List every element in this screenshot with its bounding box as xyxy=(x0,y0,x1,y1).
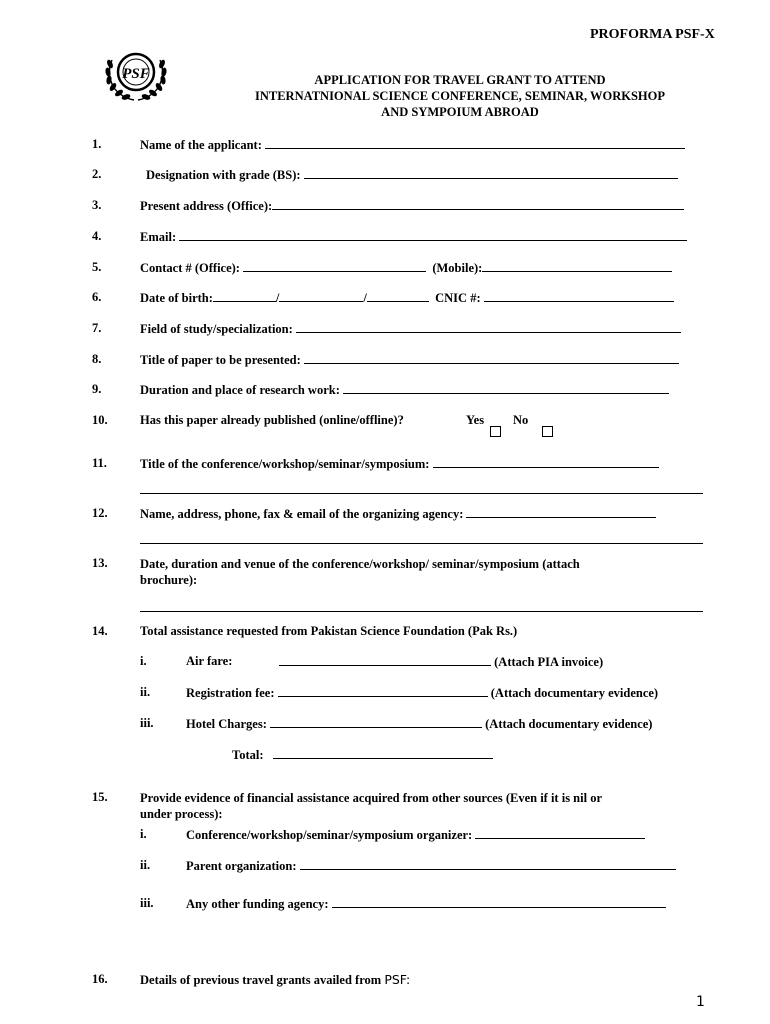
dob-year-field[interactable] xyxy=(367,290,429,302)
venue-label xyxy=(140,556,580,588)
published-question: Has this paper already published (online/offline)? xyxy=(140,413,404,427)
item-number: 15. xyxy=(92,790,108,804)
venue-label-line-2: brochure): xyxy=(140,573,198,587)
organizing-agency-field-line-2[interactable] xyxy=(140,532,703,544)
air-fare-note: (Attach PIA invoice) xyxy=(494,655,604,669)
organizing-agency-label: Name, address, phone, fax & email of the organizing agency: xyxy=(140,507,464,521)
cnic-field[interactable] xyxy=(484,290,674,302)
item-number: 13. xyxy=(92,556,108,570)
page-number: 1 xyxy=(696,994,705,1010)
item-number: 10. xyxy=(92,413,108,427)
registration-fee-label: Registration fee: xyxy=(186,686,275,700)
applicant-name-label: Name of the applicant: xyxy=(140,138,262,152)
item-3-row xyxy=(140,198,684,214)
other-funding-label: Any other funding agency: xyxy=(186,897,329,911)
mobile-field[interactable] xyxy=(482,260,672,272)
field-of-study-field[interactable] xyxy=(296,321,681,333)
paper-title-label: Title of paper to be presented: xyxy=(140,353,301,367)
hotel-charges-row xyxy=(186,716,652,732)
dob-month-field[interactable] xyxy=(279,290,363,302)
item-number: 6. xyxy=(92,290,102,304)
applicant-name-field[interactable] xyxy=(265,137,685,149)
dob-separator: / xyxy=(275,291,280,305)
sub-item-number: iii. xyxy=(140,896,154,910)
other-sources-label xyxy=(140,790,602,822)
total-row xyxy=(232,747,493,763)
dob-label: Date of birth: xyxy=(140,291,213,305)
item-8-row xyxy=(140,352,679,368)
dob-day-field[interactable] xyxy=(213,290,276,302)
item-6-row xyxy=(140,290,674,306)
sub-item-number: ii. xyxy=(140,685,151,699)
item-number: 11. xyxy=(92,456,107,470)
title-line-3: AND SYMPOIUM ABROAD xyxy=(381,105,539,119)
other-sources-label-line-2: under process): xyxy=(140,807,223,821)
item-4-row xyxy=(140,229,687,245)
mobile-label: (Mobile): xyxy=(432,261,483,275)
air-fare-field[interactable] xyxy=(279,654,491,666)
venue-field[interactable] xyxy=(140,600,703,612)
parent-organization-label: Parent organization: xyxy=(186,859,297,873)
item-number: 12. xyxy=(92,506,108,520)
air-fare-label: Air fare: xyxy=(186,654,233,668)
conference-title-field-line-2[interactable] xyxy=(140,482,703,494)
item-number: 1. xyxy=(92,137,102,151)
sub-item-number: iii. xyxy=(140,716,154,730)
dob-separator: / xyxy=(363,291,367,305)
office-address-label: Present address (Office): xyxy=(140,199,273,213)
designation-field[interactable] xyxy=(304,167,678,179)
item-number: 7. xyxy=(92,321,102,335)
item-9-row xyxy=(140,382,669,398)
item-11-continuation xyxy=(140,482,703,498)
hotel-charges-note: (Attach documentary evidence) xyxy=(485,717,653,731)
conference-title-field[interactable] xyxy=(433,456,659,468)
registration-fee-row xyxy=(186,685,658,701)
registration-fee-note: (Attach documentary evidence) xyxy=(490,686,659,700)
designation-label: Designation with grade (BS): xyxy=(146,168,301,182)
previous-grants-label: Details of previous travel grants availed from xyxy=(140,973,382,987)
research-duration-field[interactable] xyxy=(343,382,669,394)
title-line-2: INTERNATNIONAL SCIENCE CONFERENCE, SEMINAR, WORKSHOP xyxy=(254,89,666,103)
previous-grants-psf: PSF: xyxy=(384,972,411,987)
email-label: Email: xyxy=(140,230,177,244)
form-title xyxy=(200,72,720,120)
research-duration-label: Duration and place of research work: xyxy=(140,383,340,397)
conference-title-label: Title of the conference/workshop/seminar/symposium: xyxy=(140,457,430,471)
svg-text:PSF: PSF xyxy=(122,66,150,82)
hotel-charges-label: Hotel Charges: xyxy=(186,717,267,731)
sub-item-number: ii. xyxy=(140,858,151,872)
registration-fee-field[interactable] xyxy=(278,685,488,697)
parent-organization-row xyxy=(186,858,676,874)
item-1-row xyxy=(140,137,685,153)
total-label: Total: xyxy=(232,748,264,762)
yes-label: Yes xyxy=(466,413,485,427)
air-fare-row xyxy=(279,654,603,670)
item-11-row xyxy=(140,456,659,472)
other-funding-row xyxy=(186,896,666,912)
cnic-label: CNIC #: xyxy=(435,291,481,305)
organizing-agency-field[interactable] xyxy=(466,506,656,518)
item-number: 9. xyxy=(92,382,102,396)
sub-item-number: i. xyxy=(140,827,147,841)
previous-grants-row xyxy=(140,972,410,988)
paper-title-field[interactable] xyxy=(304,352,679,364)
psf-logo-icon xyxy=(100,40,172,108)
sub-item-number: i. xyxy=(140,654,147,668)
office-contact-field[interactable] xyxy=(243,260,426,272)
total-field[interactable] xyxy=(273,747,493,759)
no-checkbox[interactable] xyxy=(542,426,553,437)
item-12-continuation xyxy=(140,532,703,548)
other-sources-label-line-1: Provide evidence of financial assistance acquired from other sources (Even if it is nil or xyxy=(140,791,603,805)
item-13-continuation xyxy=(140,600,703,616)
venue-label-line-1: Date, duration and venue of the conference/workshop/ seminar/symposium (attach xyxy=(140,557,580,571)
item-number: 8. xyxy=(92,352,102,366)
total-assistance-label: Total assistance requested from Pakistan Science Foundation (Pak Rs.) xyxy=(140,624,518,638)
organizer-row xyxy=(186,827,645,843)
field-of-study-label: Field of study/specialization: xyxy=(140,322,293,336)
parent-organization-field[interactable] xyxy=(300,858,676,870)
organizer-label: Conference/workshop/seminar/symposium organizer: xyxy=(186,828,473,842)
no-label: No xyxy=(513,413,529,427)
organizer-field[interactable] xyxy=(475,827,645,839)
item-number: 2. xyxy=(92,167,102,181)
office-address-field[interactable] xyxy=(272,198,684,210)
hotel-charges-field[interactable] xyxy=(270,716,482,728)
item-number: 3. xyxy=(92,198,102,212)
item-7-row xyxy=(140,321,681,337)
title-line-1: APPLICATION FOR TRAVEL GRANT TO ATTEND xyxy=(314,73,606,87)
office-contact-label: Contact # (Office): xyxy=(140,261,240,275)
other-funding-field[interactable] xyxy=(332,896,666,908)
item-12-row xyxy=(140,506,656,522)
email-field[interactable] xyxy=(179,229,687,241)
item-number: 14. xyxy=(92,624,108,638)
item-5-row xyxy=(140,260,672,276)
item-number: 5. xyxy=(92,260,102,274)
item-2-row xyxy=(146,167,678,183)
yes-checkbox[interactable] xyxy=(490,426,501,437)
proforma-code: PROFORMA PSF-X xyxy=(590,27,715,42)
item-number: 4. xyxy=(92,229,102,243)
item-number: 16. xyxy=(92,972,108,986)
